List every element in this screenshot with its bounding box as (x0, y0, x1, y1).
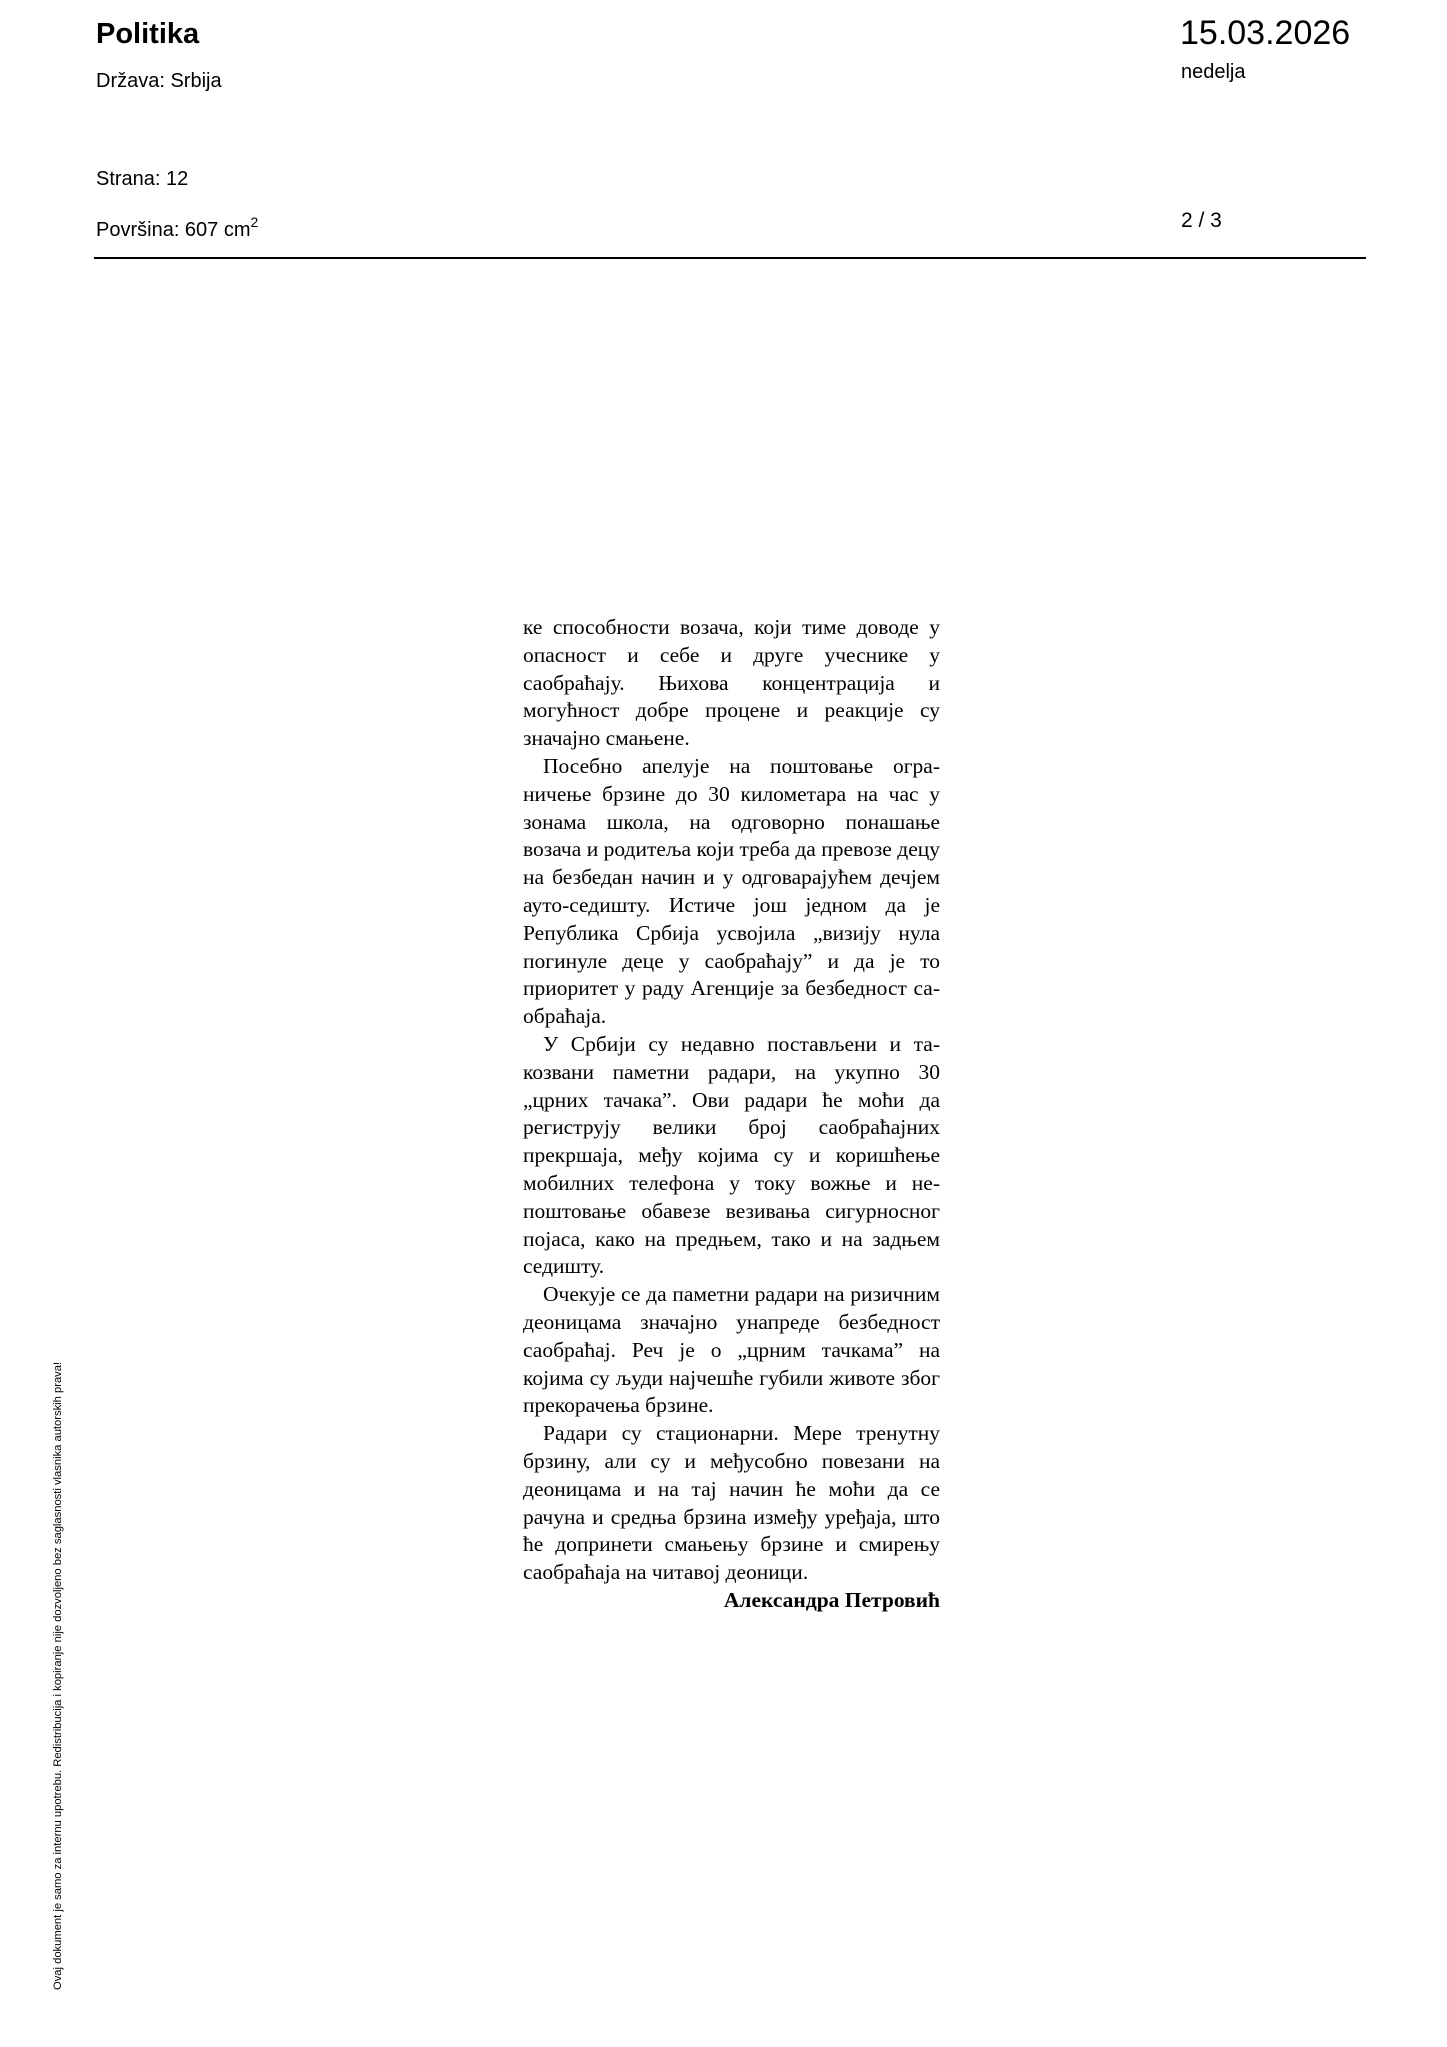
header-divider (94, 257, 1366, 259)
article-area (96, 216, 258, 244)
article-paragraph-1: ке способности возача, који тиме доводе у опасност и себе и друге учеснике у саобраћају. Њихова концентрација и могућност добре процене и реакције су значајно смањене. (523, 615, 940, 751)
area-unit-power: 2 (250, 214, 259, 230)
page-number: Strana: 12 (96, 168, 189, 190)
copyright-notice: Ovaj dokument je samo za internu upotrebu. Redistribucija i kopiranje nije dozvoljeno bez saglasnosti vlasnika autorskih prava! (52, 1361, 64, 1990)
publication-name: Politika (96, 18, 200, 50)
country-label: Država: Srbija (96, 70, 222, 92)
page-counter: 2 / 3 (1181, 209, 1222, 232)
article-paragraph-3: У Србији су недавно постављени и такозвани паметни радари, на укупно 30 „црних тачака”. Ови радари ће моћи да региструју велики број саобраћајних прекршаја, међу којима су и коришћење мобилних телефона у току вожње и непоштовање обавезе везивања сигурносног појаса, како на предњем, тако и на задњем седишту. (523, 1031, 940, 1279)
article-body (523, 614, 940, 1615)
article-paragraph-2: Посебно апелује на поштовање ограничење брзине до 30 километара на час у зонама школа, на одговорно понашање возача и родитеља који треба да превозе децу на безбедан начин и у одговарајућем дечјем ауто-седишту. Истиче још једном да је Република Србија усвојила „визију нула погинуле деце у саобраћају” и да је то приоритет у раду Агенције за безбедност саобраћаја. (523, 753, 940, 1029)
issue-date: 15.03.2026 (1180, 14, 1351, 52)
article-paragraph-5 (523, 1420, 940, 1612)
article-author: Александра Петровић (723, 1587, 940, 1612)
article-paragraph-5-text: Радари су стационарни. Мере тренутну брзину, али су и међусобно повезани на деоницама и на тај начин ће моћи да се рачуна и средња брзина између уређаја, што ће допринети смањењу брзине и смирењу саобраћаја на читавој деоници. (523, 1421, 940, 1585)
area-label: Površina: 607 cm (96, 219, 251, 241)
article-paragraph-4: Очекује се да паметни радари на ризичним деоницама значајно унапреде безбедност саобраћај. Реч је о „црним тачкама” на којима су људи најчешће губили животе због прекорачења брзине. (523, 1282, 940, 1418)
issue-weekday: nedelja (1181, 61, 1246, 83)
